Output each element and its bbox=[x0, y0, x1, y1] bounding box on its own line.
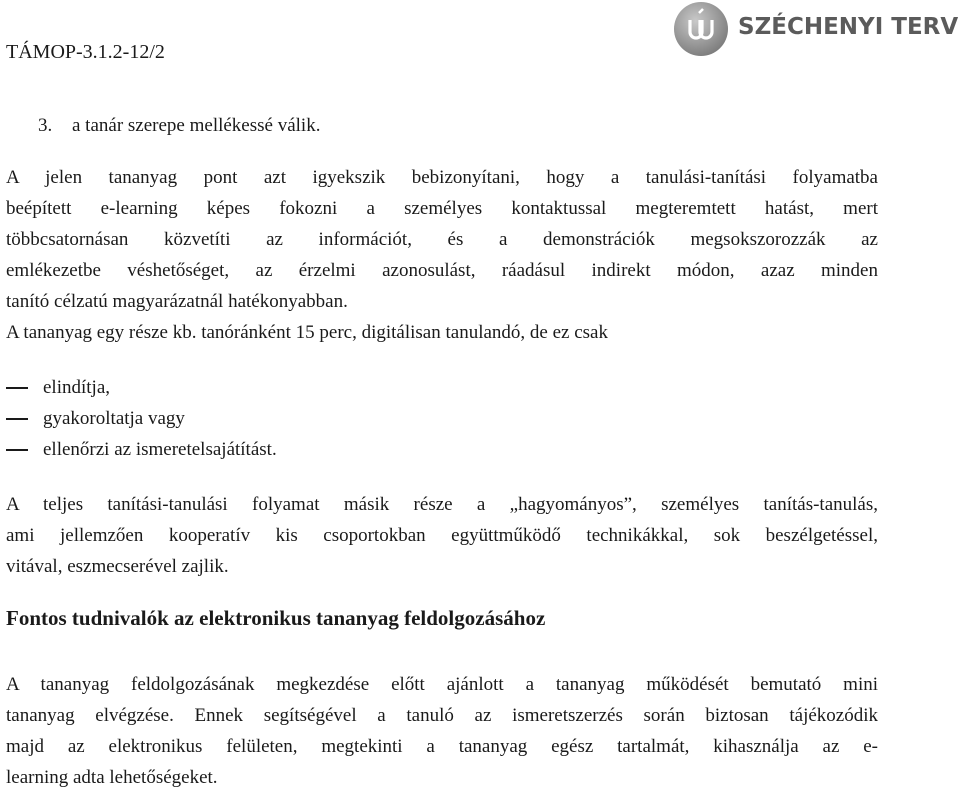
paragraph-line: többcsatornásan közvetíti az információt, és a demonstrációk megsokszorozzák az bbox=[6, 229, 878, 250]
paragraph-intro bbox=[6, 162, 878, 317]
szechenyi-terv-logo bbox=[668, 0, 959, 72]
paragraph-line: tananyag elvégzése. Ennek segítségével a tanuló az ismeretszerzés során biztosan tájékozódik bbox=[6, 705, 878, 726]
paragraph-line: beépített e-learning képes fokozni a személyes kontaktussal megteremtett hatást, mert bbox=[6, 198, 878, 219]
program-code: TÁMOP-3.1.2-12/2 bbox=[6, 41, 165, 63]
logo-emblem-icon bbox=[668, 0, 734, 66]
paragraph-line: tanító célzatú magyarázatnál hatékonyabban. bbox=[6, 291, 348, 312]
list-item-3 bbox=[38, 114, 320, 138]
paragraph-line: A teljes tanítási-tanulási folyamat másik része a „hagyományos”, személyes tanítás-tanulás, bbox=[6, 494, 878, 515]
paragraph-line: vitával, eszmecserével zajlik. bbox=[6, 556, 229, 577]
list-item-text: a tanár szerepe mellékessé válik. bbox=[72, 115, 321, 136]
list-item-number: 3. bbox=[38, 115, 53, 136]
paragraph-traditional bbox=[6, 489, 878, 582]
dash-bullet-icon bbox=[6, 449, 28, 451]
paragraph-line: emlékezetbe véshetőséget, az érzelmi azonosulást, ráadásul indirekt módon, azaz minden bbox=[6, 260, 878, 281]
paragraph-line: A jelen tananyag pont azt igyekszik bebizonyítani, hogy a tanulási-tanítási folyamatba bbox=[6, 167, 878, 188]
paragraph-line: ami jellemzően kooperatív kis csoportokban együttműködő technikákkal, sok beszélgetéssel, bbox=[6, 525, 878, 546]
paragraph-line: learning adta lehetőségeket. bbox=[6, 767, 218, 788]
list-item-text: ellenőrzi az ismeretelsajátítást. bbox=[43, 439, 277, 460]
paragraph-line: majd az elektronikus felületen, megtekinti a tananyag egész tartalmát, kihasználja az e- bbox=[6, 736, 878, 757]
section-heading: Fontos tudnivalók az elektronikus tananyag feldolgozásához bbox=[6, 606, 546, 630]
paragraph-instructions bbox=[6, 669, 878, 793]
logo-wordmark: SZÉCHENYI TERV bbox=[738, 14, 959, 40]
list-item-text: elindítja, bbox=[43, 377, 111, 398]
paragraph-portion bbox=[6, 317, 878, 348]
list-item-text: gyakoroltatja vagy bbox=[43, 408, 185, 429]
dash-bullet-icon bbox=[6, 418, 28, 420]
paragraph-line: A tananyag egy része kb. tanóránként 15 perc, digitálisan tanulandó, de ez csak bbox=[6, 322, 608, 343]
dash-bullet-icon bbox=[6, 387, 28, 389]
paragraph-line: A tananyag feldolgozásának megkezdése előtt ajánlott a tananyag működését bemutató mini bbox=[6, 674, 878, 695]
